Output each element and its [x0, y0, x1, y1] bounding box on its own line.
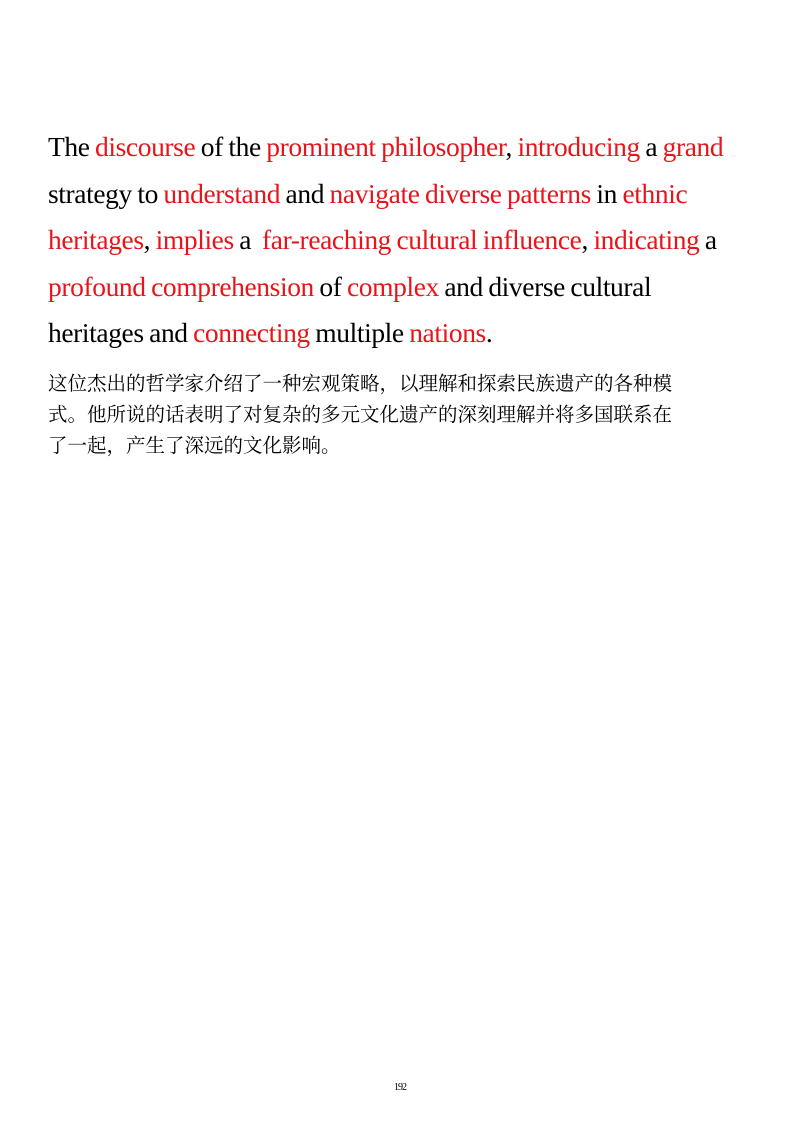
passage-text: .	[485, 317, 493, 348]
translation-line: 式。他所说的话表明了对复杂的多元文化遗产的深刻理解并将多国联系在	[48, 403, 673, 426]
highlighted-term: discourse	[95, 131, 196, 162]
highlighted-term: understand	[163, 177, 281, 209]
passage-text: ,	[505, 131, 518, 162]
highlighted-term: grand	[662, 131, 724, 162]
passage-line	[48, 171, 748, 218]
passage-line	[48, 217, 748, 264]
passage-text: The	[48, 131, 96, 162]
passage-text: a	[699, 224, 717, 255]
passage-text: of the	[195, 131, 267, 162]
highlighted-term: indicating	[593, 224, 700, 255]
highlighted-term: profound comprehension	[48, 270, 314, 302]
highlighted-term: complex	[346, 270, 439, 302]
passage-text: a	[639, 131, 663, 162]
translation-line: 这位杰出的哲学家介绍了一种宏观策略，以理解和探索民族遗产的各种模	[48, 372, 673, 395]
page-number: 192	[394, 1082, 406, 1093]
highlighted-term: introducing	[517, 131, 640, 162]
passage-text: ,	[143, 224, 156, 255]
passage-text: ,	[581, 224, 594, 255]
highlighted-term: prominent philosopher	[266, 131, 506, 162]
highlighted-term: navigate diverse patterns	[329, 177, 591, 209]
passage-text: and diverse cultural	[438, 270, 652, 302]
highlighted-term: connecting	[193, 317, 310, 348]
passage-text: heritages and	[48, 317, 194, 348]
passage-text: multiple	[309, 317, 410, 348]
passage-line	[48, 310, 748, 357]
translation-line: 了一起，产生了深远的文化影响。	[48, 434, 341, 457]
highlighted-term: far-reaching cultural influence	[262, 224, 582, 255]
highlighted-term: nations	[409, 317, 486, 348]
passage-line	[48, 124, 748, 171]
passage-text: of	[313, 270, 347, 302]
passage-text: strategy to	[48, 177, 164, 209]
passage-text: a	[233, 224, 263, 255]
passage-line	[48, 264, 748, 311]
highlighted-term: heritages	[48, 224, 144, 255]
english-passage	[48, 124, 748, 357]
chinese-translation	[48, 368, 748, 461]
passage-text: and	[280, 177, 330, 209]
passage-text: in	[590, 177, 623, 209]
highlighted-term: ethnic	[622, 177, 688, 209]
highlighted-term: implies	[155, 224, 234, 255]
